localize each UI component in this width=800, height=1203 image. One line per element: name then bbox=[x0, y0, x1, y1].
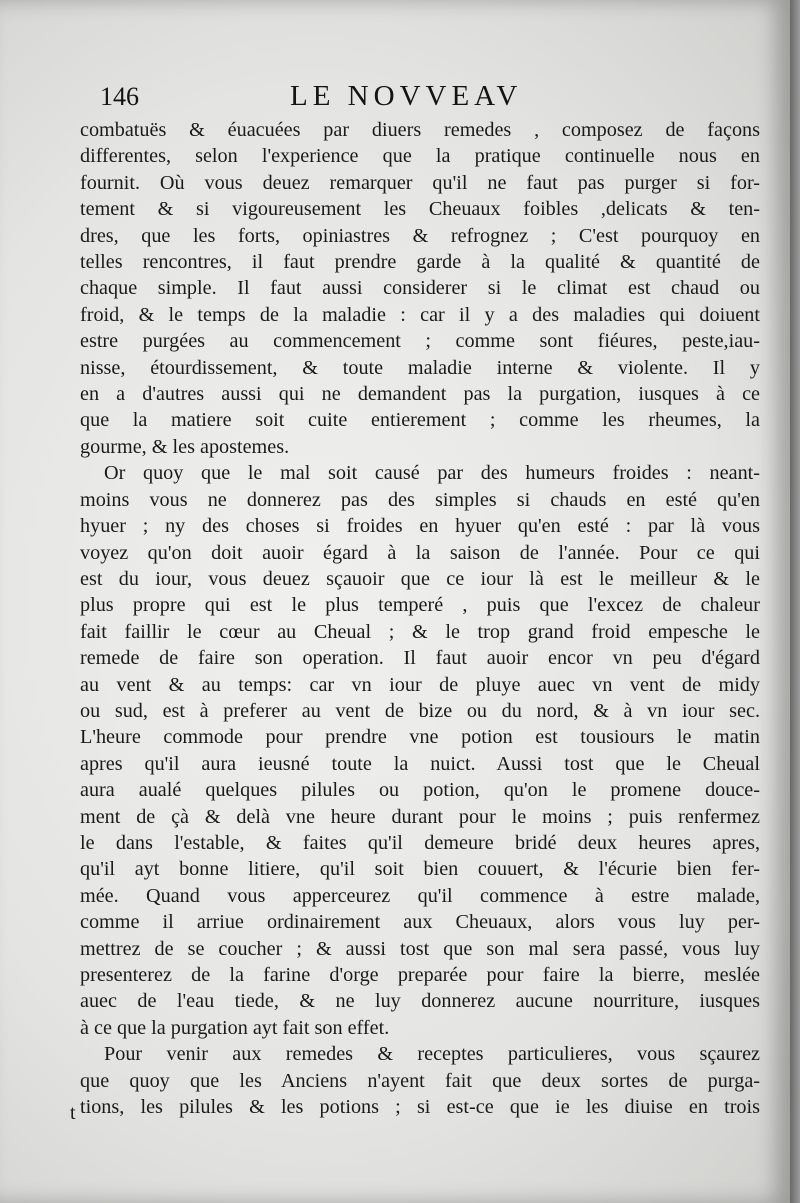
text-line: combatuës & éuacuées par diuers remedes , composez de façons bbox=[80, 119, 760, 141]
text-line: moins vous ne donnerez pas des simples si chauds en esté qu'en bbox=[80, 488, 760, 511]
running-title: LE NOVVEAV bbox=[290, 80, 523, 112]
text-line: en a d'autres aussi qui ne demandent pas la purgation, iusques à ce bbox=[80, 383, 760, 406]
text-line: gourme, & les apostemes. bbox=[80, 435, 290, 458]
text-line: ment de çà & delà vne heure durant pour le moins ; puis renfermez bbox=[80, 805, 760, 828]
text-line: mée. Quand vous apperceurez qu'il commence à estre malade, bbox=[80, 884, 760, 907]
text-line: ou sud, est à preferer au vent de bize ou du nord, & à vn iour sec. bbox=[80, 699, 760, 722]
text-line: que quoy que les Anciens n'ayent fait que deux sortes de purga- bbox=[80, 1069, 760, 1092]
signature-mark: t bbox=[70, 1102, 76, 1124]
text-line: presenterez de la farine d'orge preparée pour faire la bierre, meslée bbox=[80, 964, 760, 986]
text-line: à ce que la purgation ayt fait son effet. bbox=[80, 1016, 390, 1039]
text-line: froid, & le temps de la maladie : car il y a des maladies qui doiuent bbox=[80, 303, 760, 326]
text-line: comme il arriue ordinairement aux Cheuaux, alors vous luy per- bbox=[80, 911, 760, 934]
text-line: differentes, selon l'experience que la pratique continuelle nous en bbox=[80, 145, 760, 168]
text-line: telles rencontres, il faut prendre garde à la qualité & quantité de bbox=[80, 251, 760, 274]
text-line: au vent & au temps: car vn iour de pluye auec vn vent de midy bbox=[80, 673, 760, 696]
text-line: que la matiere soit cuite entierement ; comme les rheumes, la bbox=[80, 409, 760, 432]
text-line: L'heure commode pour prendre vne potion est tousiours le matin bbox=[80, 726, 760, 749]
paragraph-start-line: Pour venir aux remedes & receptes particulieres, vous sçaurez bbox=[104, 1043, 760, 1066]
text-line: est du iour, vous deuez sçauoir que ce iour là est le meilleur & le bbox=[80, 567, 760, 590]
page-edge-shadow bbox=[790, 0, 800, 1203]
text-line: le dans l'estable, & faites qu'il demeure bridé deux heures apres, bbox=[80, 831, 760, 854]
text-line: tement & si vigoureusement les Cheuaux foibles ,delicats & ten- bbox=[80, 198, 760, 221]
text-line: estre purgées au commencement ; comme sont fiéures, peste,iau- bbox=[80, 330, 760, 353]
text-line: hyuer ; ny des choses si froides en hyuer qu'en esté : par là vous bbox=[80, 515, 760, 538]
text-line: qu'il ayt bonne litiere, qu'il soit bien couuert, & l'écurie bien fer- bbox=[80, 858, 760, 881]
paragraph-start-line: Or quoy que le mal soit causé par des humeurs froides : neant- bbox=[104, 462, 760, 485]
text-line: nisse, étourdissement, & toute maladie interne & violente. Il y bbox=[80, 356, 760, 379]
text-line: mettrez de se coucher ; & aussi tost que son mal sera passé, vous luy bbox=[80, 937, 760, 960]
text-line: apres qu'il aura ieusné toute la nuict. Aussi tost que le Cheual bbox=[80, 752, 760, 775]
text-line: dres, que les forts, opiniastres & refrognez ; C'est pourquoy en bbox=[80, 224, 760, 247]
text-line: auec de l'eau tiede, & ne luy donnerez aucune nourriture, iusques bbox=[80, 990, 760, 1013]
text-line: voyez qu'on doit auoir égard à la saison de l'année. Pour ce qui bbox=[80, 541, 760, 564]
text-line: fait faillir le cœur au Cheual ; & le trop grand froid empesche le bbox=[80, 620, 760, 643]
text-line: plus propre qui est le plus temperé , puis que l'excez de chaleur bbox=[80, 594, 760, 617]
text-line: chaque simple. Il faut aussi considerer si le climat est chaud ou bbox=[80, 277, 760, 300]
body-text bbox=[80, 117, 760, 1120]
text-line: aura aualé quelques pilules ou potion, qu'on le promene douce- bbox=[80, 779, 760, 802]
page-header bbox=[100, 80, 760, 120]
text-line: fournit. Où vous deuez remarquer qu'il ne faut pas purger si for- bbox=[80, 171, 760, 194]
page-number: 146 bbox=[100, 82, 139, 111]
text-line: tions, les pilules & les potions ; si est-ce que ie les diuise en trois bbox=[80, 1096, 760, 1119]
text-line: remede de faire son operation. Il faut auoir encor vn peu d'égard bbox=[80, 647, 760, 670]
